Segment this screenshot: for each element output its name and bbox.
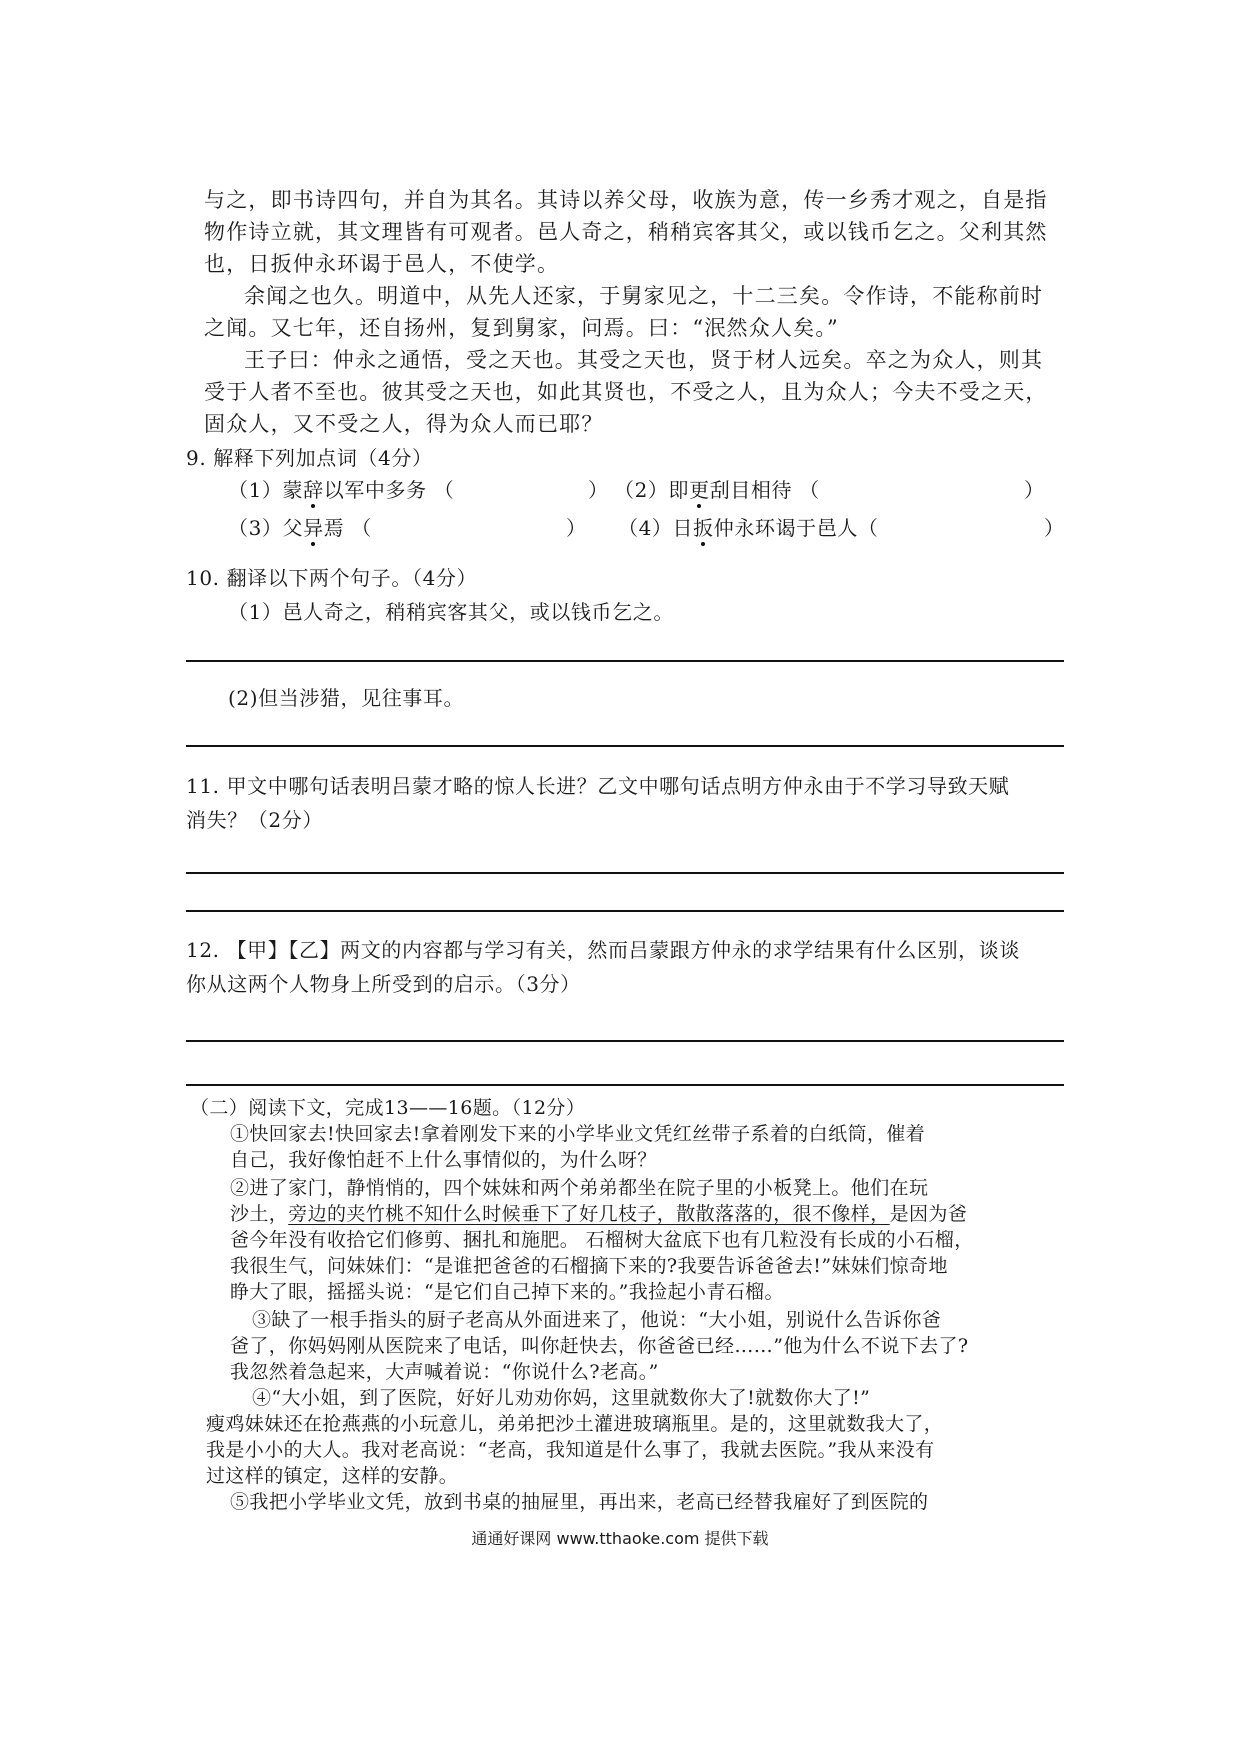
passage-line: 也，日扳仲永环谒于邑人，不使学。 xyxy=(204,252,560,276)
q10-sentence-2: (2)但当涉猎，见往事耳。 xyxy=(228,686,465,710)
answer-line xyxy=(186,1040,1064,1042)
reading-line: ⑤我把小学毕业文凭，放到书桌的抽屉里，再出来，老高已经替我雇好了到医院的 xyxy=(230,1491,929,1513)
question-11-line: 消失？（2分） xyxy=(186,808,323,832)
question-10-title: 10. 翻译以下两个句子。（4分） xyxy=(186,566,478,590)
reading-line: ③缺了一根手指头的厨子老高从外面进来了，他说：“大小姐，别说什么告诉你爸 xyxy=(252,1309,942,1331)
q9-item-4: （4）日扳仲永环谒于邑人（ xyxy=(618,516,879,540)
reading-line: 爸今年没有收拾它们修剪、捆扎和施肥。 石榴树大盆底下也有几粒没有长成的小石榴， xyxy=(230,1229,974,1251)
passage-line: 物作诗立就，其文理皆有可观者。邑人奇之，稍稍宾客其父，或以钱币乞之。父利其然 xyxy=(204,220,1048,244)
q9-item-2: （2）即更刮目相待 （ xyxy=(614,478,820,502)
passage-line: 受于人者不至也。彼其受之天也，如此其贤也，不受之人，且为众人；今夫不受之天， xyxy=(204,380,1048,404)
question-9-title: 9. 解释下列加点词（4分） xyxy=(186,446,433,470)
reading-line: 睁大了眼，摇摇头说：“是它们自己掉下来的。”我捡起小青石榴。 xyxy=(230,1281,784,1303)
section-2-title: （二）阅读下文，完成13——16题。（12分） xyxy=(190,1097,586,1119)
reading-line: 瘦鸡妹妹还在抢燕燕的小玩意儿，弟弟把沙土灌进玻璃瓶里。是的，这里就数我大了， xyxy=(206,1413,944,1435)
question-12-line: 12. 【甲】【乙】两文的内容都与学习有关，然而吕蒙跟方仲永的求学结果有什么区别，谈谈 xyxy=(186,938,1020,962)
reading-line: 自己，我好像怕赶不上什么事情似的，为什么呀？ xyxy=(230,1149,657,1171)
reading-line: 我忽然着急起来，大声喊着说：“你说什么?老高。” xyxy=(230,1361,659,1383)
answer-blank-close: ） xyxy=(1024,478,1045,502)
reading-line: 沙土，旁边的夹竹桃不知什么时候垂下了好几枝子，散散落落的，很不像样，是因为爸 xyxy=(230,1203,968,1225)
answer-line xyxy=(186,660,1064,662)
answer-line xyxy=(186,872,1064,874)
page-footer: 通通好课网 www.tthaoke.com 提供下载 xyxy=(471,1529,769,1548)
reading-line: ④“大小姐，到了医院，好好儿劝劝你妈，这里就数你大了!就数你大了!” xyxy=(252,1387,871,1409)
question-11-line: 11. 甲文中哪句话表明吕蒙才略的惊人长进？乙文中哪句话点明方仲永由于不学习导致天赋 xyxy=(186,774,1010,798)
passage-line: 之闻。又七年，还自扬州，复到舅家，问焉。曰：“泯然众人矣。” xyxy=(204,316,839,340)
passage-line: 王子曰：仲永之通悟，受之天也。其受之天也，贤于材人远矣。卒之为众人，则其 xyxy=(244,348,1044,372)
reading-line: ②进了家门，静悄悄的，四个妹妹和两个弟弟都坐在院子里的小板凳上。他们在玩 xyxy=(230,1177,929,1199)
question-12-line: 你从这两个人物身上所受到的启示。（3分） xyxy=(186,972,581,996)
q9-item-1: （1）蒙辞以军中多务 （ xyxy=(228,478,455,502)
reading-line: ①快回家去!快回家去!拿着刚发下来的小学毕业文凭红丝带子系着的白纸筒，催着 xyxy=(230,1123,926,1145)
emphasis-dot-char: 异 xyxy=(303,516,324,540)
reading-line: 爸了，你妈妈刚从医院来了电话，叫你赶快去，你爸爸已经……”他为什么不说下去了? xyxy=(230,1335,969,1357)
underlined-sentence: 旁边的夹竹桃不知什么时候垂下了好几枝子，散散落落的，很不像样， xyxy=(288,1203,890,1225)
emphasis-dot-char: 辞 xyxy=(303,478,324,502)
q10-sentence-1: （1）邑人奇之，稍稍宾客其父，或以钱币乞之。 xyxy=(228,600,674,624)
reading-line: 过这样的镇定，这样的安静。 xyxy=(206,1465,459,1487)
reading-line: 我很生气，问妹妹们：“是谁把爸爸的石榴摘下来的?我要告诉爸爸去!”妹妹们惊奇地 xyxy=(230,1255,948,1277)
answer-blank-close: ） xyxy=(566,516,587,540)
answer-line xyxy=(186,745,1064,747)
passage-line: 与之，即书诗四句，并自为其名。其诗以养父母，收族为意，传一乡秀才观之，自是指 xyxy=(204,188,1048,212)
reading-line: 我是小小的大人。我对老高说：“老高，我知道是什么事了，我就去医院。”我从来没有 xyxy=(206,1439,935,1461)
answer-blank-close: ） xyxy=(588,478,609,502)
passage-line: 固众人，又不受之人，得为众人而已耶？ xyxy=(204,412,604,436)
emphasis-dot-char: 扳 xyxy=(693,516,714,540)
answer-blank-close: ） xyxy=(1044,516,1065,540)
passage-line: 余闻之也久。明道中，从先人还家，于舅家见之，十二三矣。令作诗，不能称前时 xyxy=(244,284,1044,308)
q9-item-3: （3）父异焉 （ xyxy=(228,516,372,540)
answer-line xyxy=(186,1084,1064,1086)
answer-line xyxy=(186,910,1064,912)
emphasis-dot-char: 更 xyxy=(689,478,710,502)
